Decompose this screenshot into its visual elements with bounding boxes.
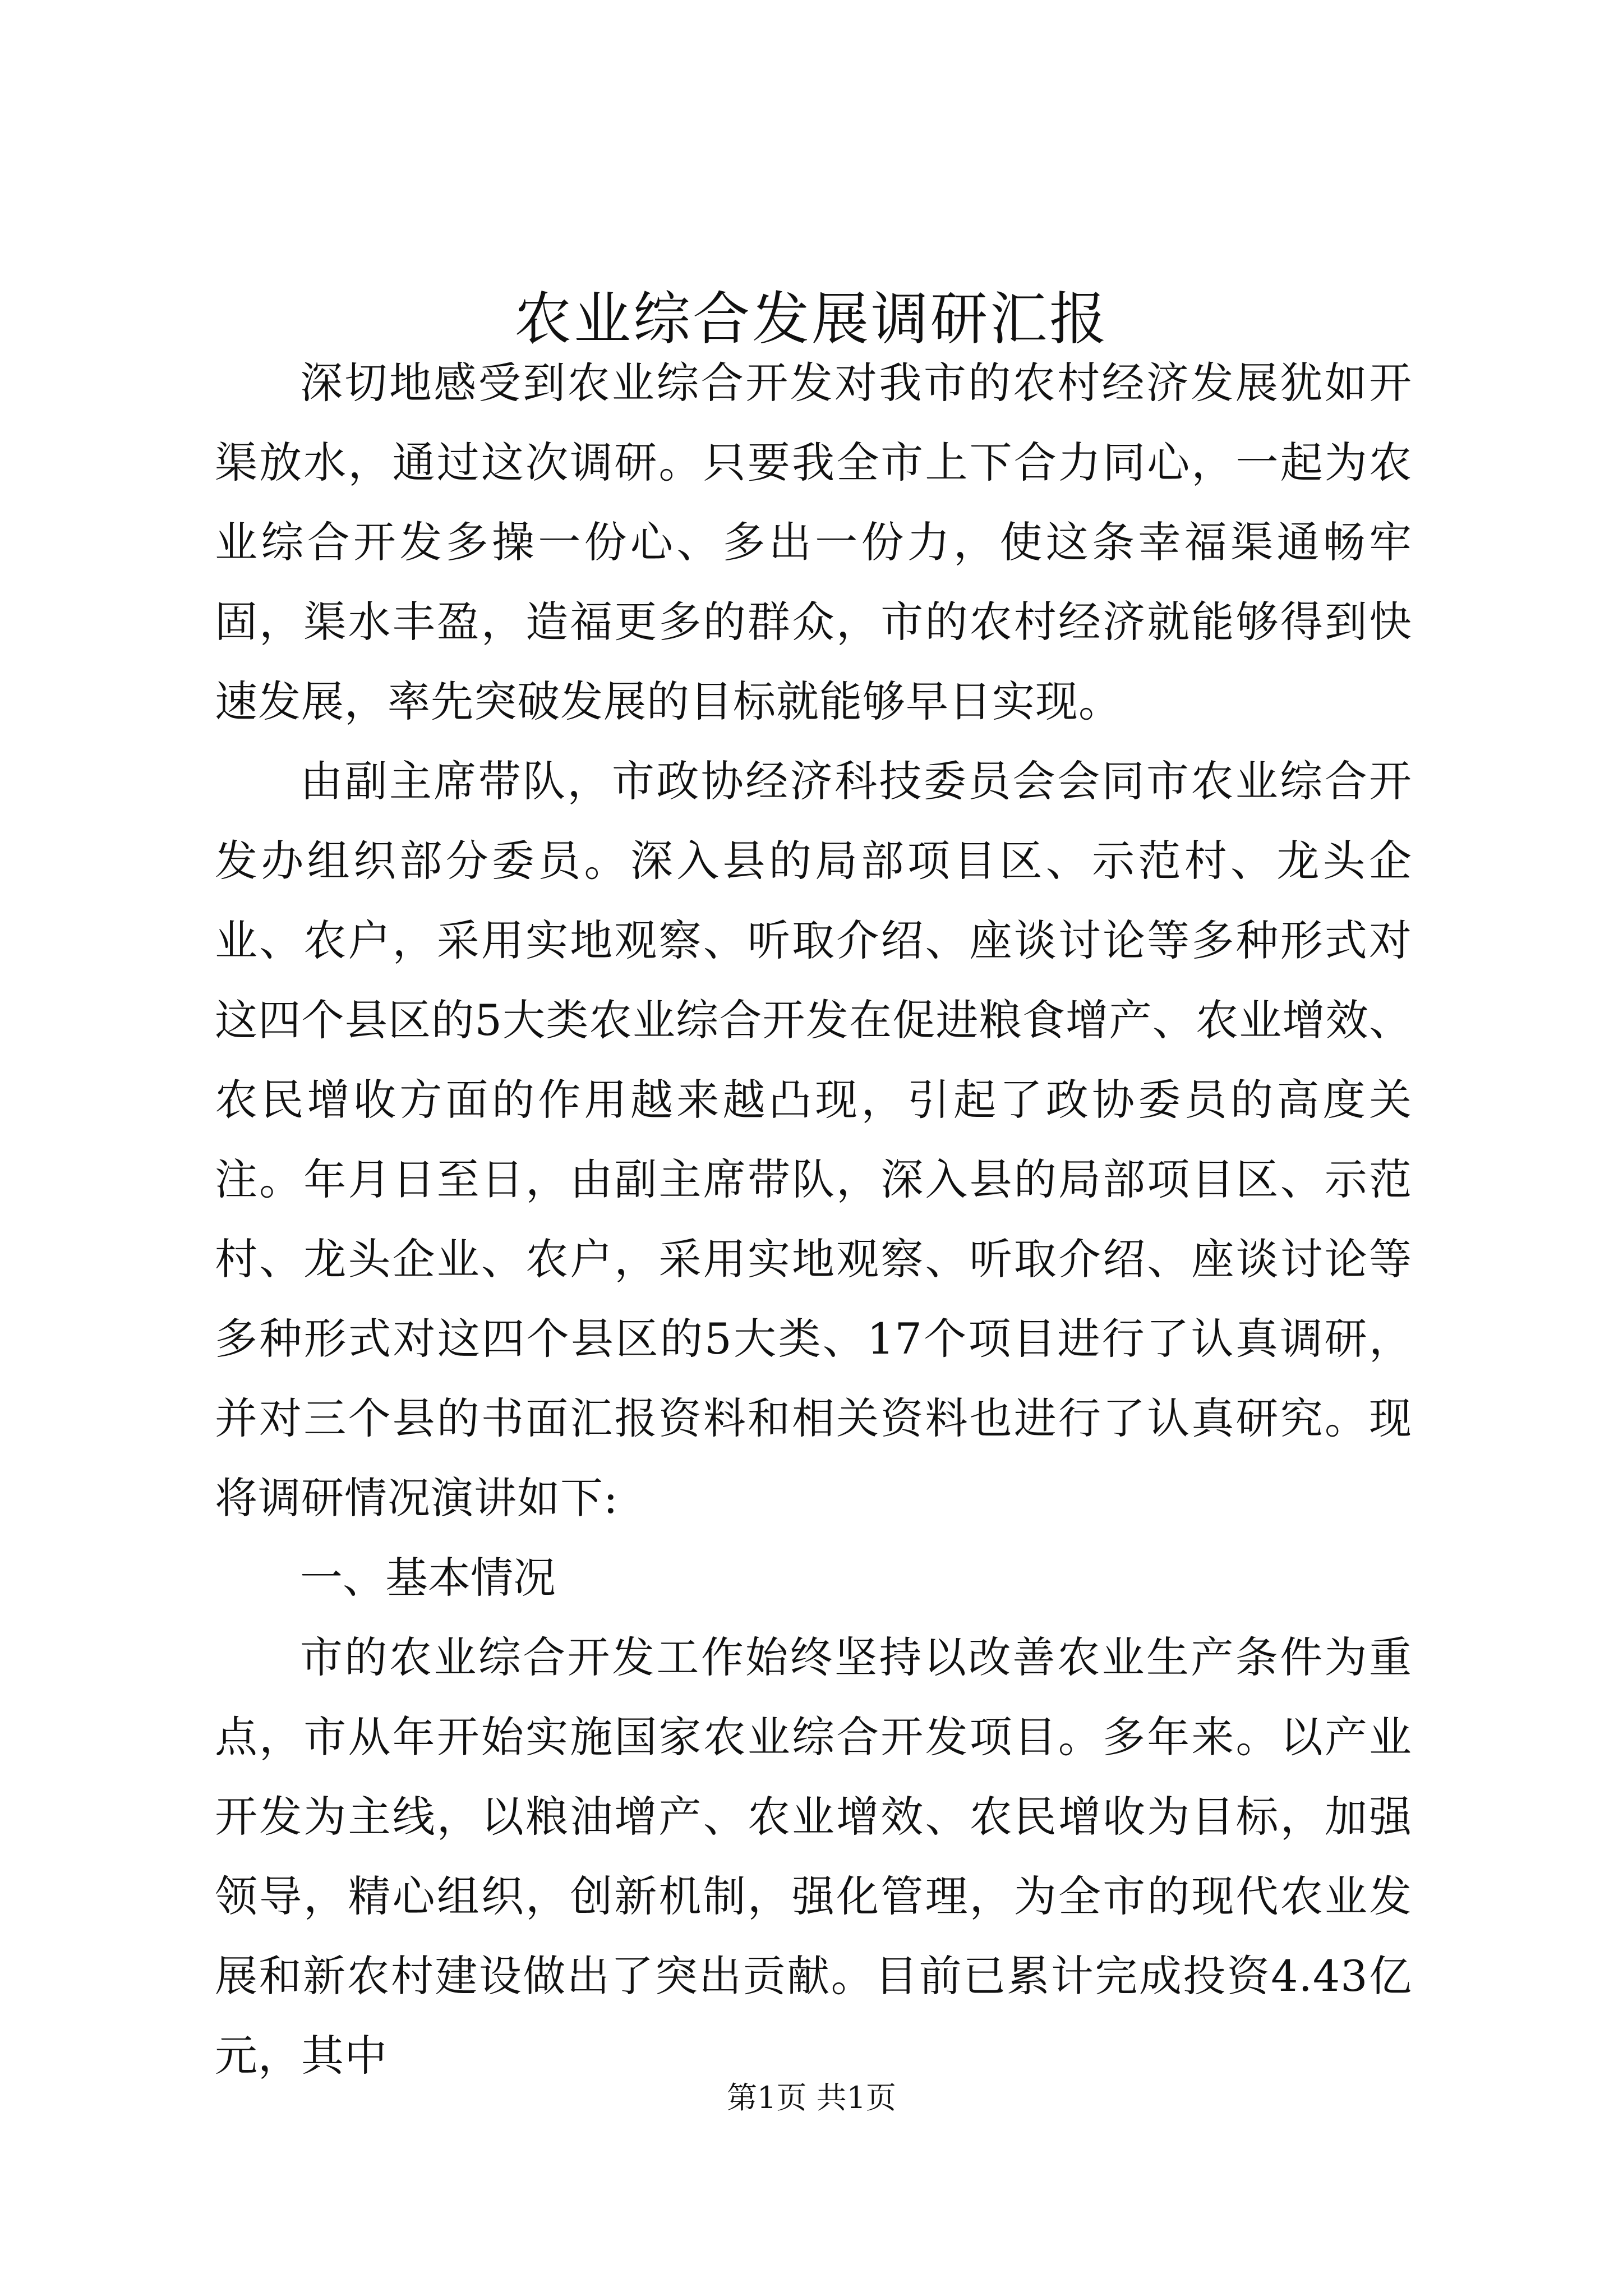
document-body [215, 343, 1412, 2096]
paragraph-survey: 由副主席带队，市政协经济科技委员会会同市农业综合开发办组织部分委员。深入县的局部项目区、示范村、龙头企业、农户，采用实地观察、听取介绍、座谈讨论等多种形式对这四个县区的5大类农业综合开发在促进粮食增产、农业增效、农民增收方面的作用越来越凸现，引起了政协委员的高度关注。年月日至日，由副主席带队，深入县的局部项目区、示范村、龙头企业、农户，采用实地观察、听取介绍、座谈讨论等多种形式对这四个县区的5大类、17个项目进行了认真调研，并对三个县的书面汇报资料和相关资料也进行了认真研究。现将调研情况演讲如下: [215, 756, 1412, 1523]
page-footer: 第1页 共1页 [727, 2080, 896, 2115]
section-heading: 一、基本情况 [300, 1553, 556, 1603]
paragraph-intro: 深切地感受到农业综合开发对我市的农村经济发展犹如开渠放水，通过这次调研。只要我全市上下合力同心，一起为农业综合开发多操一份心、多出一份力，使这条幸福渠通畅牢固，渠水丰盈，造福更多的群众，市的农村经济就能够得到快速发展，率先突破发展的目标就能够早日实现。 [215, 358, 1412, 726]
paragraph-basic-situation: 市的农业综合开发工作始终坚持以改善农业生产条件为重点，市从年开始实施国家农业综合开发项目。多年来。以产业开发为主线，以粮油增产、农业增效、农民增收为目标，加强领导，精心组织，创新机制，强化管理，为全市的现代农业发展和新农村建设做出了突出贡献。目前已累计完成投资4.43亿元，其中 [215, 1632, 1412, 2081]
document-title: 农业综合发展调研汇报 [514, 286, 1109, 353]
